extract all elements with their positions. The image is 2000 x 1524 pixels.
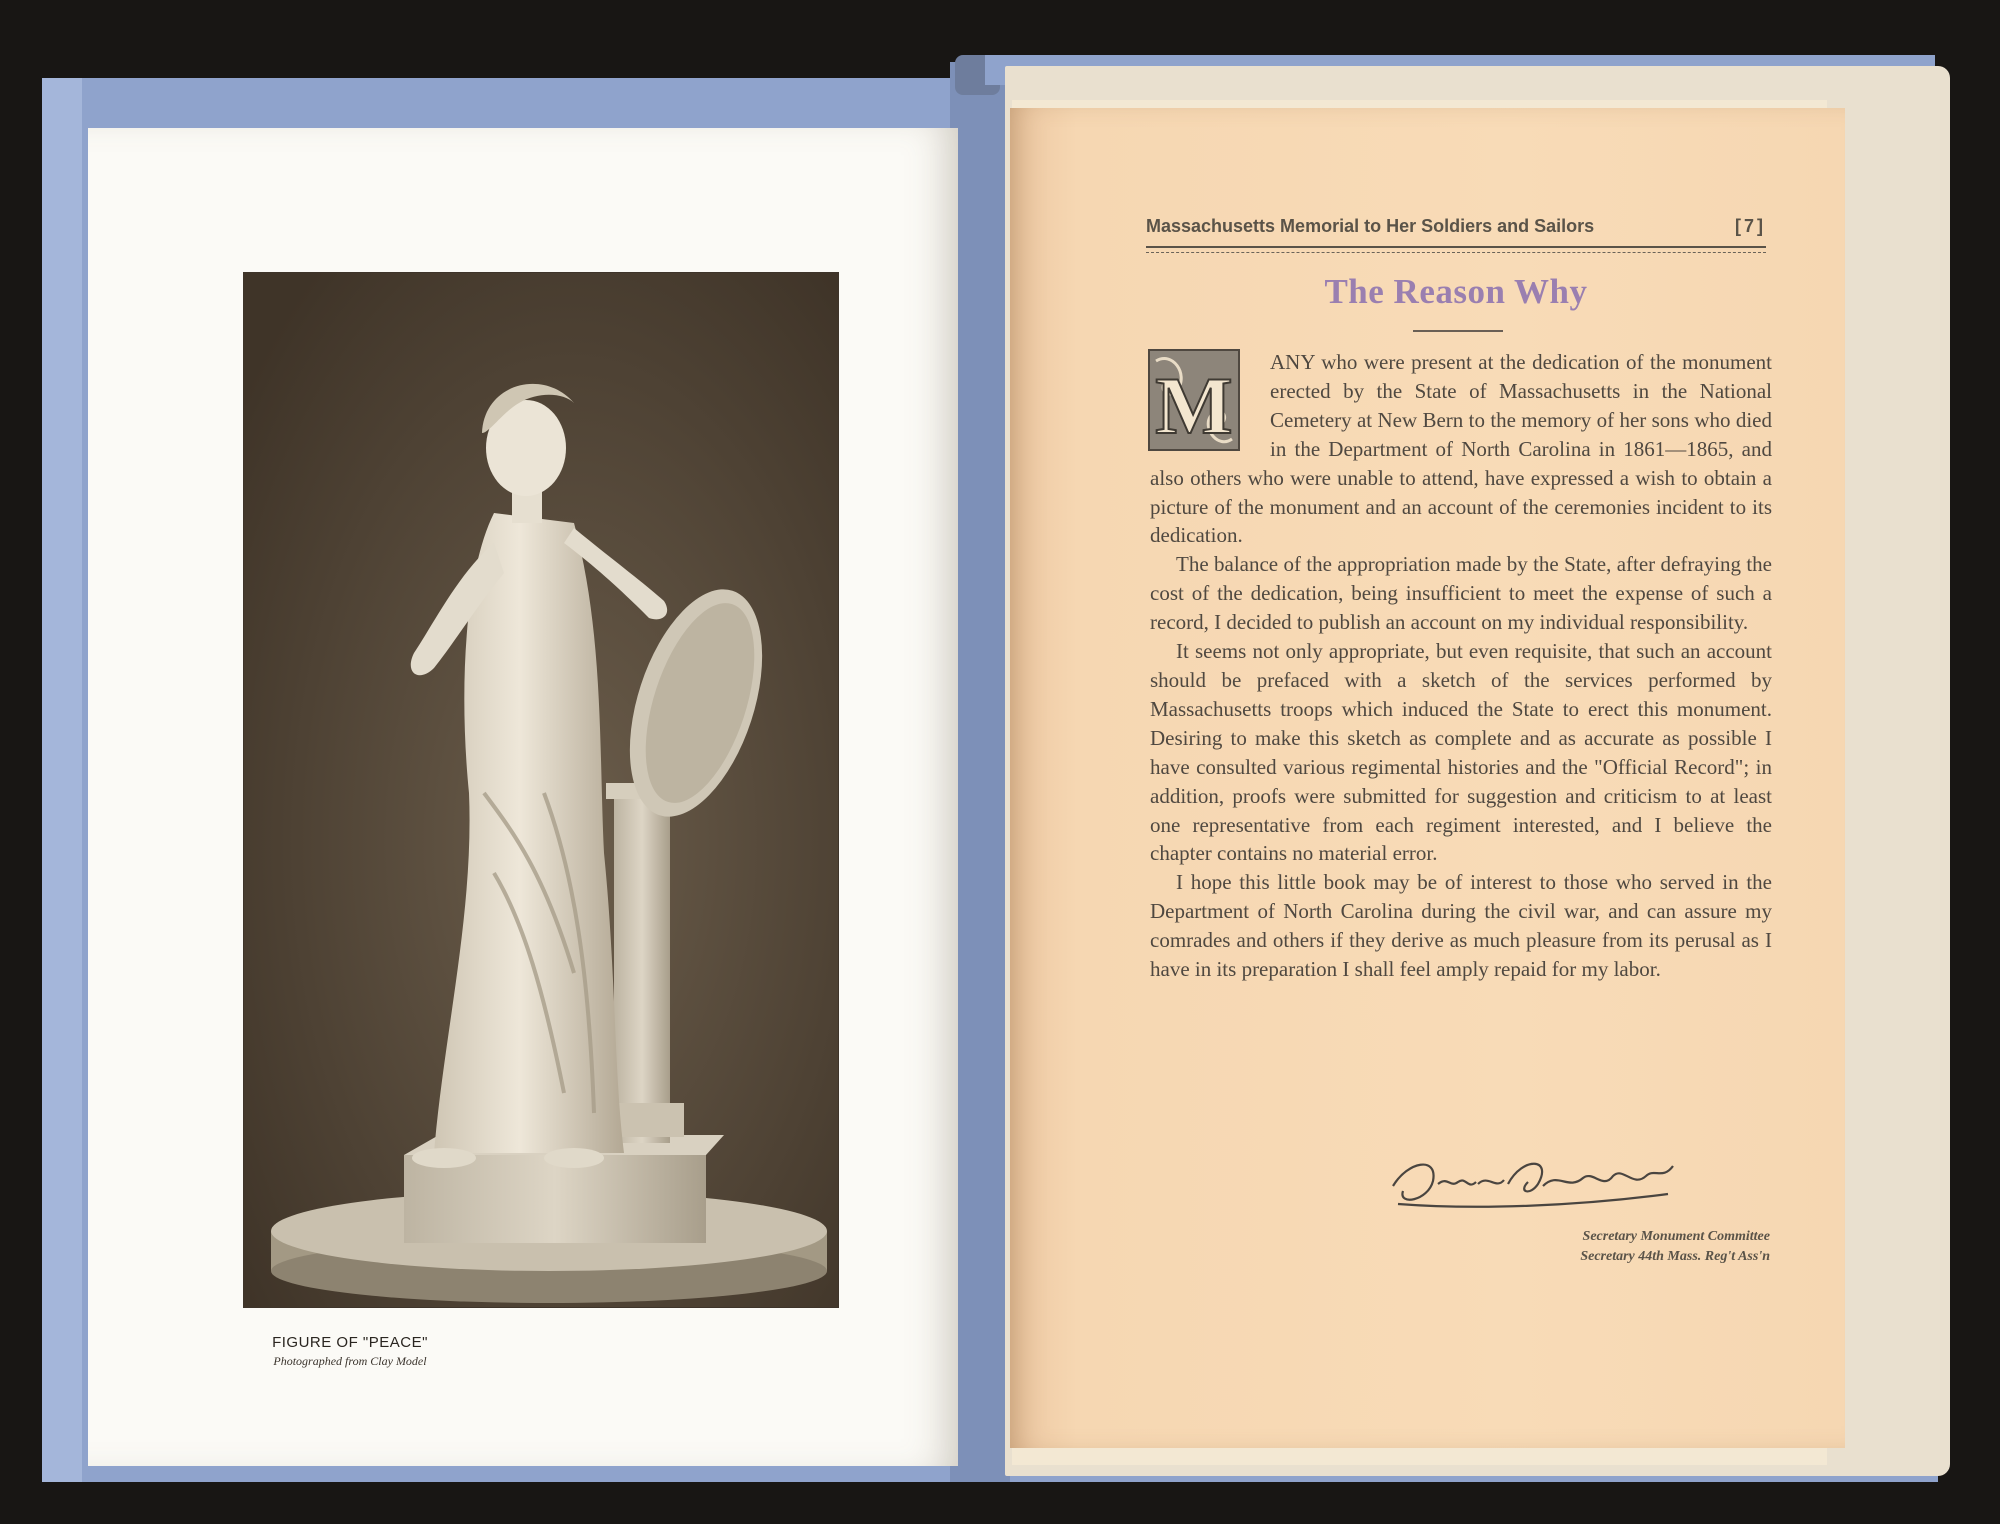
running-head-title: Massachusetts Memorial to Her Soldiers and Sailors — [1146, 216, 1595, 236]
signer-title-2: Secretary 44th Mass. Reg't Ass'n — [1580, 1249, 1770, 1264]
body-text — [1150, 348, 1772, 984]
chapter-title: The Reason Why — [1324, 272, 1588, 311]
paragraph-4: I hope this little book may be of interest to those who served in the Department of North Carolina during the civil war, and can assure my comrades and others if they derive as much pleasure from its perusal as I have in its preparation I shall feel amply repaid for my labor. — [1150, 870, 1772, 982]
title-rule — [1413, 330, 1503, 332]
drop-cap-ornament — [1148, 349, 1240, 451]
statue-photograph — [244, 273, 838, 1307]
signature — [1378, 1146, 1678, 1216]
header-rule — [1146, 246, 1766, 253]
paragraph-1 — [1150, 348, 1772, 550]
signer-title-1: Secretary Monument Committee — [1582, 1229, 1770, 1244]
photo-caption-subtitle: Photographed from Clay Model — [273, 1354, 427, 1368]
photo-caption-title: FIGURE OF "PEACE" — [272, 1334, 428, 1351]
paragraph-1-text: ANY who were present at the dedication of the monument erected by the State of Massachusetts in the National Cemetery at New Bern to the memory of her sons who died in the Department of North Carolina in 1861—1865, and also others who were unable to attend, have expressed a wish to obtain a picture of the monument and an account of the ceremonies incident to its dedication. — [1150, 350, 1772, 548]
paragraph-3: It seems not only appropriate, but even requisite, that such an account should be prefaced with a sketch of the services performed by Massachusetts troops which induced the State to erect this monument. Desiring to make this sketch as complete and as accurate as possible I have consulted various regimental histories and the "Official Record"; in addition, proofs were submitted for suggestion and criticism to at least one representative from each regiment interested, and I believe the chapter contains no material error. — [1150, 639, 1772, 866]
page-number: [7] — [1735, 216, 1766, 236]
paragraph-2: The balance of the appropriation made by the State, after defraying the cost of the dedication, being insufficient to meet the expense of such a record, I decided to publish an account on my individual responsibility. — [1150, 552, 1772, 635]
svg-text:James B. Gardner: James B. Gardner — [1524, 1212, 1532, 1213]
running-head — [1146, 216, 1766, 242]
drop-cap-letter: M — [1155, 360, 1233, 451]
